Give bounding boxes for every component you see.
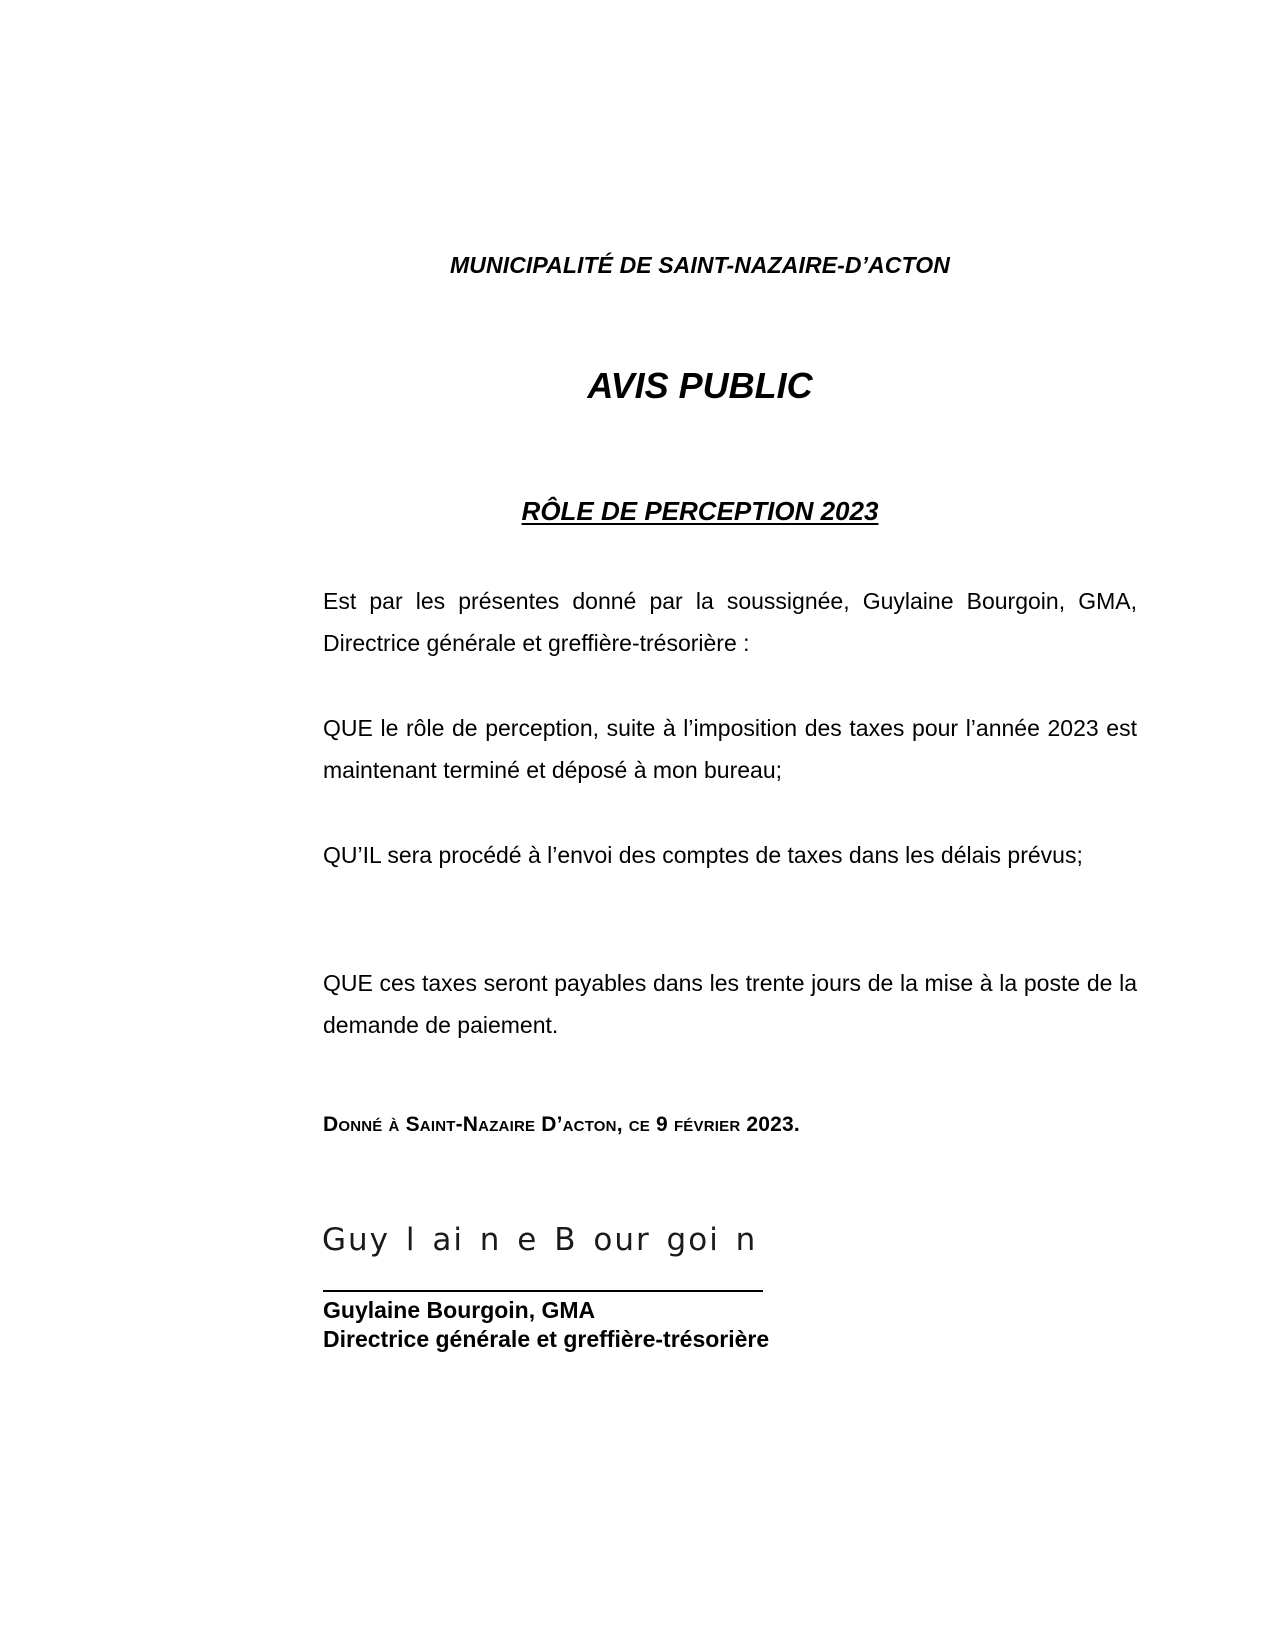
municipality-heading: MUNICIPALITÉ DE SAINT-NAZAIRE-D’ACTON xyxy=(450,252,950,278)
notice-paragraph: QU’IL sera procédé à l’envoi des comptes de taxes dans les délais prévus; xyxy=(323,842,1083,868)
notice-paragraph: QUE ces taxes seront payables dans les trente jours de la mise à la poste de la demande de paiement. xyxy=(323,970,1137,1038)
given-at-statement: Donné à Saint-Nazaire D’acton, ce 9 février 2023. xyxy=(323,1113,800,1136)
signature-line xyxy=(323,1290,763,1292)
signer-title: Directrice générale et greffière-trésorière xyxy=(323,1326,770,1352)
notice-title: AVIS PUBLIC xyxy=(587,365,813,406)
signer-name: Guylaine Bourgoin, GMA xyxy=(323,1297,596,1323)
notice-paragraph: QUE le rôle de perception, suite à l’imposition des taxes pour l’année 2023 est maintenant terminé et déposé à mon bureau; xyxy=(323,715,1137,783)
notice-subject: RÔLE DE PERCEPTION 2023 xyxy=(521,496,879,526)
handwritten-signature: Guy l ai n e B our goi n xyxy=(322,1222,758,1258)
notice-paragraph: Est par les présentes donné par la soussignée, Guylaine Bourgoin, GMA, Directrice générale et greffière-trésorière : xyxy=(323,588,1137,656)
